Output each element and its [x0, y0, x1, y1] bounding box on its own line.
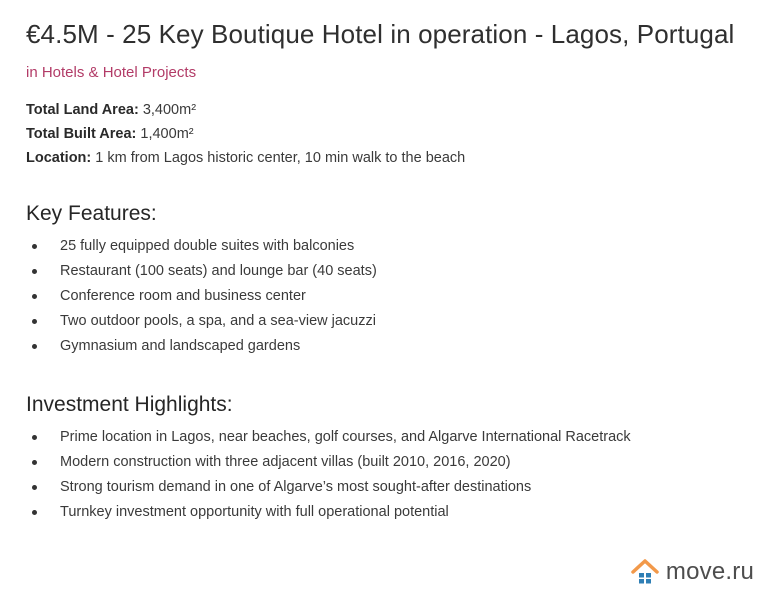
list-item	[26, 259, 756, 284]
list-item	[26, 500, 756, 525]
fact-value: 1 km from Lagos historic center, 10 min walk to the beach	[91, 150, 466, 166]
list-item-text: Conference room and business center	[60, 288, 306, 304]
fact-location	[26, 146, 756, 170]
bullet-icon	[32, 269, 37, 274]
house-icon	[630, 558, 660, 586]
list-item-text: Prime location in Lagos, near beaches, golf courses, and Algarve International Racetrack	[60, 429, 631, 445]
list-item-text: Turnkey investment opportunity with full operational potential	[60, 504, 449, 520]
key-features-heading: Key Features:	[26, 202, 157, 225]
list-item	[26, 284, 756, 309]
list-item-text: Gymnasium and landscaped gardens	[60, 338, 301, 354]
fact-built-area	[26, 122, 756, 146]
fact-land-area	[26, 98, 756, 122]
listing-title: €4.5M - 25 Key Boutique Hotel in operation - Lagos, Portugal	[26, 19, 735, 49]
list-item-text: Strong tourism demand in one of Algarve’s most sought-after destinations	[60, 479, 532, 495]
fact-label: Total Built Area:	[26, 126, 137, 142]
investment-highlights-list	[26, 425, 756, 525]
category-link[interactable]: in Hotels & Hotel Projects	[26, 64, 197, 81]
bullet-icon	[32, 294, 37, 299]
bullet-icon	[32, 485, 37, 490]
watermark-text: move.ru	[665, 558, 754, 585]
list-item	[26, 425, 756, 450]
list-item-text: Restaurant (100 seats) and lounge bar (40 seats)	[60, 263, 377, 279]
list-item	[26, 234, 756, 259]
bullet-icon	[32, 510, 37, 515]
fact-value: 1,400m²	[136, 126, 194, 142]
list-item-text: Modern construction with three adjacent villas (built 2010, 2016, 2020)	[60, 454, 511, 470]
bullet-icon	[32, 244, 37, 249]
fact-label: Total Land Area:	[26, 102, 139, 118]
list-item	[26, 475, 756, 500]
list-item	[26, 450, 756, 475]
fact-label: Location:	[26, 150, 92, 166]
key-features-list	[26, 234, 756, 359]
move-ru-watermark	[630, 558, 754, 586]
list-item	[26, 309, 756, 334]
bullet-icon	[32, 319, 37, 324]
facts-list	[26, 98, 756, 170]
list-item-text: Two outdoor pools, a spa, and a sea-view jacuzzi	[60, 313, 376, 329]
bullet-icon	[32, 460, 37, 465]
list-item	[26, 334, 756, 359]
fact-value: 3,400m²	[138, 102, 197, 118]
investment-highlights-heading: Investment Highlights:	[26, 393, 233, 416]
listing-content	[26, 16, 756, 525]
bullet-icon	[32, 344, 37, 349]
bullet-icon	[32, 435, 37, 440]
list-item-text: 25 fully equipped double suites with balconies	[60, 238, 355, 254]
